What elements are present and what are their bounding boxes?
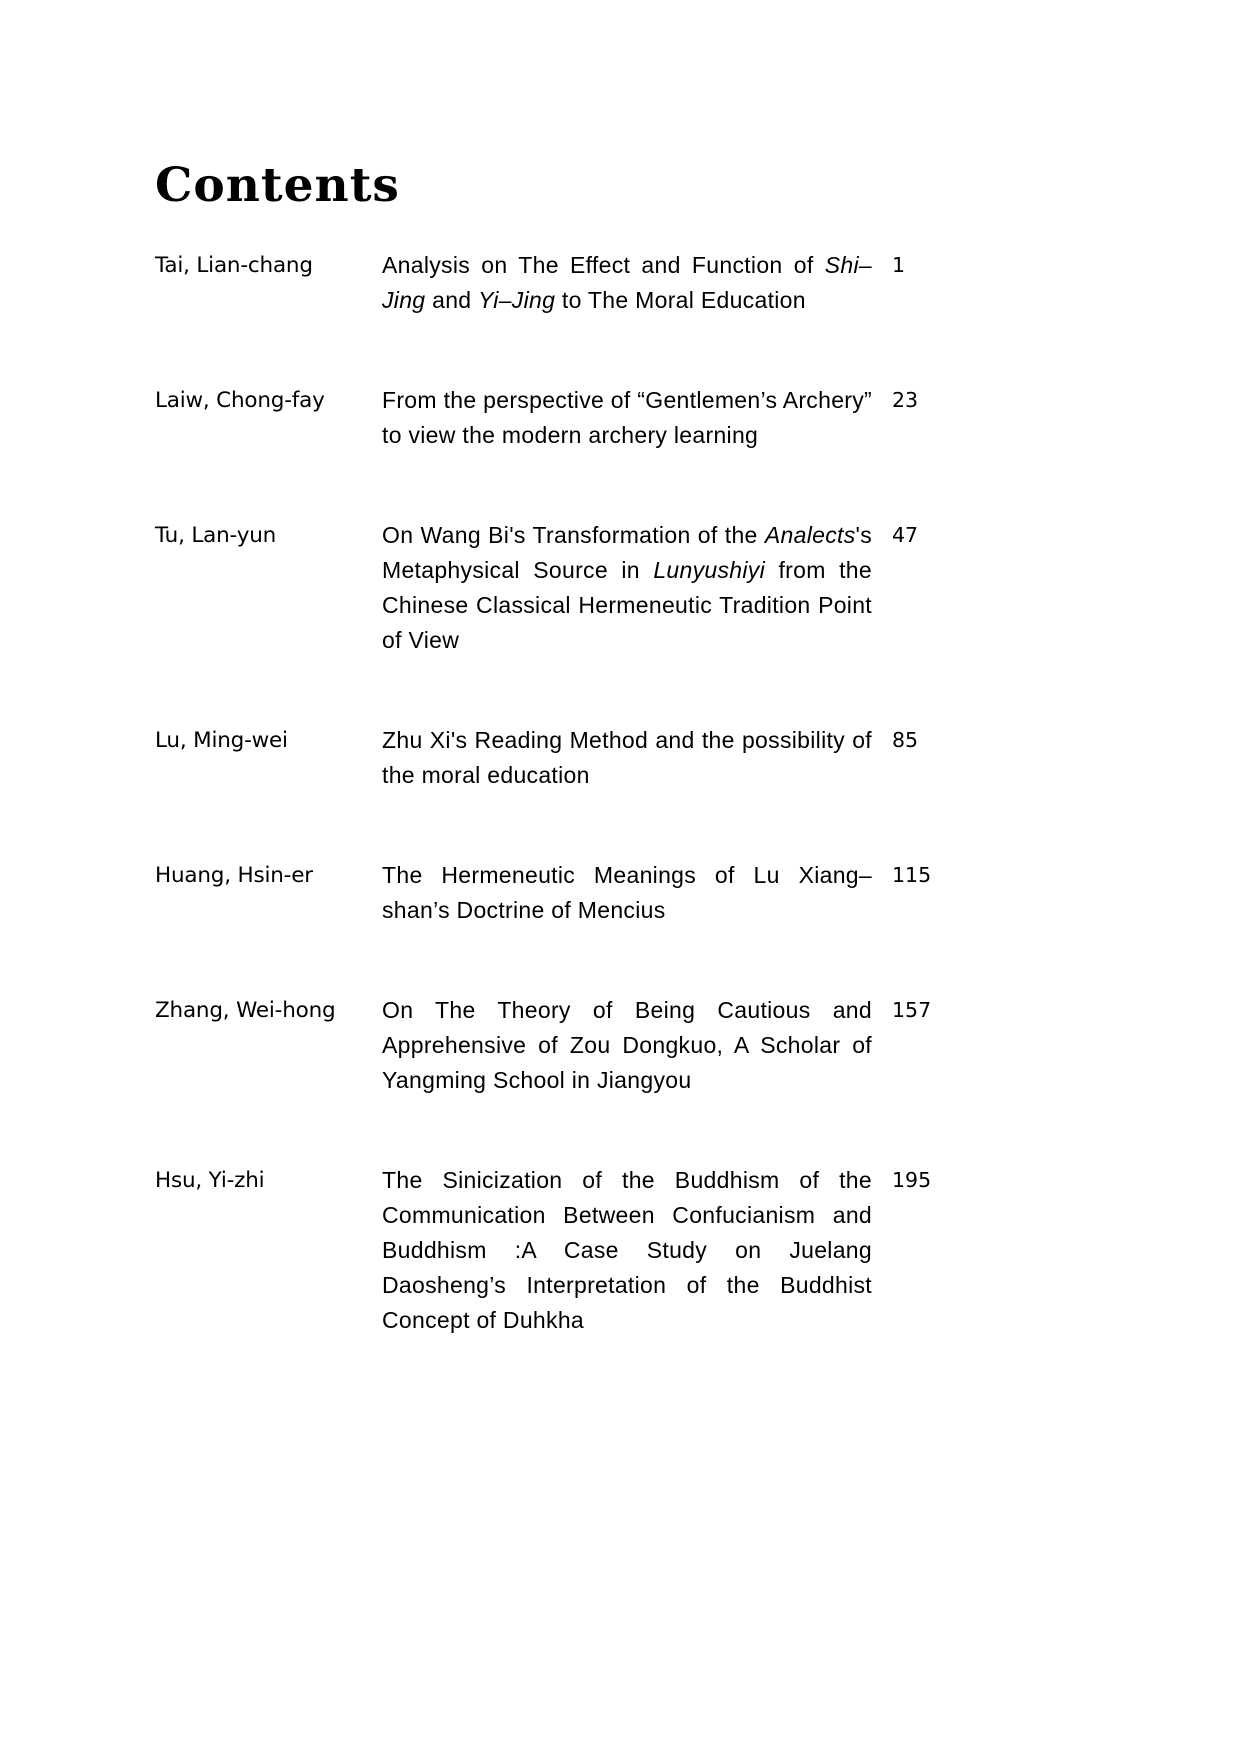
title-text: Analysis on The Effect and Function of	[382, 251, 825, 278]
author-name: Zhang, Wei-hong	[155, 997, 336, 1023]
title-text: Zhu Xi's Reading Method and the possibility of the moral education	[382, 726, 872, 788]
page-number: 157	[892, 997, 932, 1022]
title-text: from the Chinese Classical Hermeneutic Tradition Point of View	[382, 556, 872, 653]
entry-title	[382, 1163, 872, 1338]
entry-title	[382, 993, 872, 1098]
author-name: Lu, Ming-wei	[155, 727, 288, 753]
contents-body	[155, 160, 945, 1403]
title-text-italic: Shi–Jing	[382, 251, 872, 313]
toc-entry	[155, 248, 945, 318]
title-text-italic: Yi–Jing	[478, 286, 556, 313]
author-name: Tu, Lan-yun	[155, 522, 277, 548]
title-text-italic: Analects	[764, 521, 856, 548]
entry-title	[382, 858, 872, 928]
page-number: 23	[892, 387, 919, 412]
title-text: to The Moral Education	[555, 286, 806, 313]
toc-entry	[155, 518, 945, 658]
title-text: From the perspective of “Gentlemen’s Archery” to view the modern archery learning	[382, 386, 872, 448]
toc-entry	[155, 993, 945, 1098]
title-text: and	[425, 286, 479, 313]
toc-entry	[155, 1163, 945, 1338]
page-title: Contents	[155, 158, 400, 213]
author-name: Laiw, Chong-fay	[155, 387, 325, 413]
author-name: Hsu, Yi-zhi	[155, 1167, 265, 1193]
toc-entry	[155, 858, 945, 928]
author-name: Huang, Hsin-er	[155, 862, 313, 888]
title-text: 's Metaphysical Source in	[382, 521, 872, 583]
toc-entry	[155, 723, 945, 793]
author-name: Tai, Lian-chang	[155, 252, 313, 278]
page-number: 1	[892, 252, 906, 277]
entry-title	[382, 518, 872, 658]
page-number: 85	[892, 727, 919, 752]
page-number: 47	[892, 522, 919, 547]
entry-title	[382, 383, 872, 453]
page-number: 195	[892, 1167, 932, 1192]
title-text: The Sinicization of the Buddhism of the Communication Between Confucianism and Buddhism :A Case Study on Juelang Daosheng’s Interpretation of the Buddhist Concept of Duhkha	[382, 1166, 872, 1333]
entry-title	[382, 723, 872, 793]
toc-entry	[155, 383, 945, 453]
entry-title	[382, 248, 872, 318]
title-text: The Hermeneutic Meanings of Lu Xiang–shan’s Doctrine of Mencius	[382, 861, 872, 923]
title-text: On The Theory of Being Cautious and Apprehensive of Zou Dongkuo, A Scholar of Yangming School in Jiangyou	[382, 996, 872, 1093]
title-text: On Wang Bi's Transformation of the	[382, 521, 765, 548]
page-number: 115	[892, 862, 932, 887]
title-text-italic: Lunyushiyi	[653, 556, 766, 583]
